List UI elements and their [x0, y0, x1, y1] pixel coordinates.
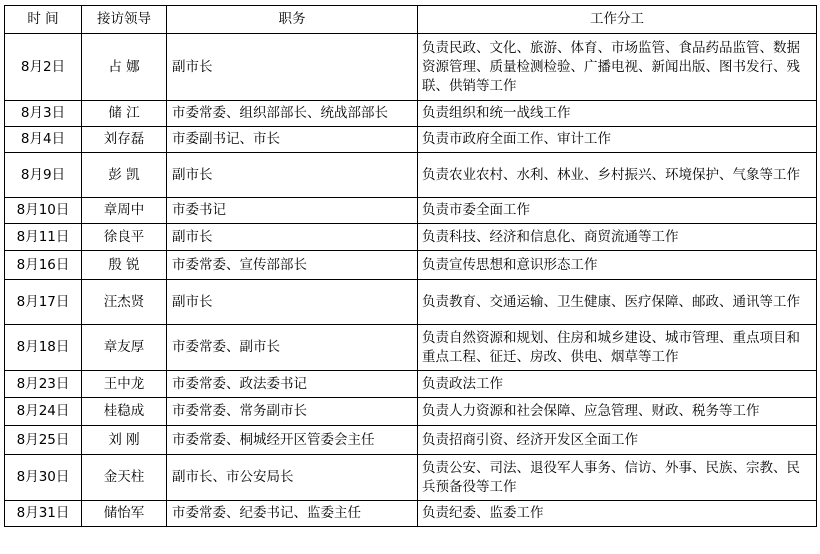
table-row: [5, 398, 817, 426]
table-row: [5, 426, 817, 455]
table-row: [5, 224, 817, 251]
cell-leader: 占 娜: [82, 34, 167, 101]
cell-date: 8月31日: [5, 501, 82, 527]
cell-position: 副市长: [167, 153, 418, 198]
cell-leader: 汪杰贤: [82, 280, 167, 325]
cell-duties: 负责组织和统一战线工作: [418, 101, 817, 127]
cell-leader: 储 江: [82, 101, 167, 127]
cell-date: 8月17日: [5, 280, 82, 325]
cell-date: 8月3日: [5, 101, 82, 127]
cell-position: 市委常委、宣传部部长: [167, 251, 418, 280]
cell-position: 市委常委、组织部部长、统战部部长: [167, 101, 418, 127]
cell-position: 市委常委、常务副市长: [167, 398, 418, 426]
cell-duties: 负责宣传思想和意识形态工作: [418, 251, 817, 280]
table-row: [5, 153, 817, 198]
cell-position: 市委副书记、市长: [167, 127, 418, 153]
table-row: [5, 101, 817, 127]
cell-position: 市委书记: [167, 198, 418, 224]
cell-date: 8月10日: [5, 198, 82, 224]
table-row: [5, 455, 817, 501]
cell-position: 市委常委、桐城经开区管委会主任: [167, 426, 418, 455]
header-date: 时 间: [5, 6, 82, 34]
cell-leader: 彭 凯: [82, 153, 167, 198]
reception-schedule-table: [4, 5, 817, 527]
cell-position: 市委常委、政法委书记: [167, 371, 418, 398]
table-row: [5, 501, 817, 527]
cell-duties: 负责市委全面工作: [418, 198, 817, 224]
cell-duties: 负责自然资源和规划、住房和城乡建设、城市管理、重点项目和重点工程、征迁、房改、供电、烟草等工作: [418, 325, 817, 371]
header-row: [5, 6, 817, 34]
cell-duties: 负责公安、司法、退役军人事务、信访、外事、民族、宗教、民兵预备役等工作: [418, 455, 817, 501]
cell-duties: 负责民政、文化、旅游、体育、市场监管、食品药品监管、数据资源管理、质量检测检验、广播电视、新闻出版、图书发行、残联、供销等工作: [418, 34, 817, 101]
cell-position: 副市长、市公安局长: [167, 455, 418, 501]
cell-duties: 负责政法工作: [418, 371, 817, 398]
cell-leader: 殷 锐: [82, 251, 167, 280]
cell-date: 8月23日: [5, 371, 82, 398]
cell-position: 副市长: [167, 224, 418, 251]
cell-duties: 负责招商引资、经济开发区全面工作: [418, 426, 817, 455]
cell-date: 8月24日: [5, 398, 82, 426]
cell-date: 8月2日: [5, 34, 82, 101]
cell-leader: 王中龙: [82, 371, 167, 398]
cell-leader: 徐良平: [82, 224, 167, 251]
table-row: [5, 280, 817, 325]
cell-date: 8月9日: [5, 153, 82, 198]
cell-duties: 负责市政府全面工作、审计工作: [418, 127, 817, 153]
cell-duties: 负责教育、交通运输、卫生健康、医疗保障、邮政、通讯等工作: [418, 280, 817, 325]
cell-date: 8月18日: [5, 325, 82, 371]
cell-leader: 章周中: [82, 198, 167, 224]
cell-date: 8月11日: [5, 224, 82, 251]
table-row: [5, 127, 817, 153]
cell-leader: 桂稳成: [82, 398, 167, 426]
cell-leader: 章友厚: [82, 325, 167, 371]
cell-leader: 刘 刚: [82, 426, 167, 455]
table-row: [5, 198, 817, 224]
table-row: [5, 325, 817, 371]
cell-position: 副市长: [167, 34, 418, 101]
cell-leader: 储怡军: [82, 501, 167, 527]
cell-leader: 刘存磊: [82, 127, 167, 153]
cell-leader: 金天柱: [82, 455, 167, 501]
header-leader: 接访领导: [82, 6, 167, 34]
cell-position: 市委常委、副市长: [167, 325, 418, 371]
cell-duties: 负责科技、经济和信息化、商贸流通等工作: [418, 224, 817, 251]
cell-duties: 负责农业农村、水利、林业、乡村振兴、环境保护、气象等工作: [418, 153, 817, 198]
table-row: [5, 371, 817, 398]
cell-duties: 负责纪委、监委工作: [418, 501, 817, 527]
cell-date: 8月25日: [5, 426, 82, 455]
header-duties: 工作分工: [418, 6, 817, 34]
cell-date: 8月16日: [5, 251, 82, 280]
cell-position: 副市长: [167, 280, 418, 325]
cell-date: 8月30日: [5, 455, 82, 501]
table-row: [5, 251, 817, 280]
table-row: [5, 34, 817, 101]
cell-position: 市委常委、纪委书记、监委主任: [167, 501, 418, 527]
cell-date: 8月4日: [5, 127, 82, 153]
cell-duties: 负责人力资源和社会保障、应急管理、财政、税务等工作: [418, 398, 817, 426]
header-position: 职务: [167, 6, 418, 34]
